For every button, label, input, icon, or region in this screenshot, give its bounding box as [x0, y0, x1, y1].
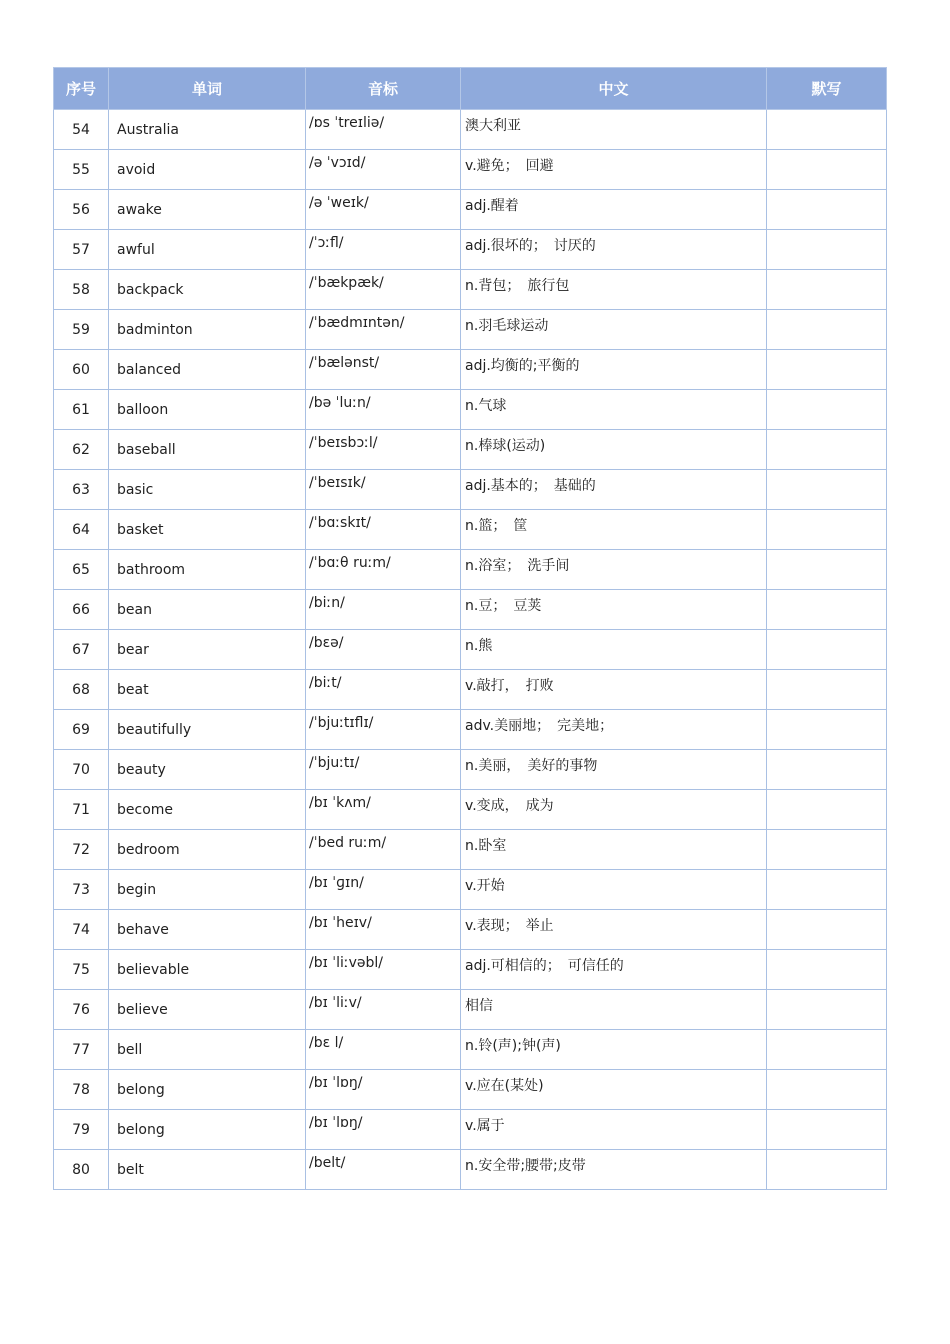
row-phonetic	[306, 510, 461, 550]
row-word	[109, 670, 306, 710]
row-number-text: 67	[72, 641, 90, 658]
row-phonetic	[306, 110, 461, 150]
row-phonetic-text: /ˈbædmɪntən/	[309, 315, 405, 331]
row-chinese-text: n.卧室	[465, 838, 507, 854]
row-number	[54, 590, 109, 630]
row-dictation-cell[interactable]	[767, 830, 887, 870]
table-row	[54, 790, 887, 830]
row-word-text: balloon	[117, 401, 169, 418]
row-word	[109, 1150, 306, 1190]
row-dictation-cell[interactable]	[767, 670, 887, 710]
row-dictation-cell[interactable]	[767, 150, 887, 190]
table-row	[54, 430, 887, 470]
row-number	[54, 1030, 109, 1070]
row-word-text: badminton	[117, 321, 193, 338]
header-word: 单词	[109, 68, 306, 110]
row-number-text: 79	[72, 1121, 90, 1138]
row-word-text: become	[117, 801, 174, 818]
row-phonetic-text: /ˈbɑːθ ruːm/	[309, 555, 391, 571]
row-word	[109, 590, 306, 630]
row-phonetic	[306, 870, 461, 910]
row-number	[54, 110, 109, 150]
table-row	[54, 150, 887, 190]
table-row	[54, 910, 887, 950]
row-chinese	[461, 710, 767, 750]
row-number-text: 54	[72, 121, 90, 138]
row-chinese	[461, 190, 767, 230]
row-chinese	[461, 430, 767, 470]
row-phonetic	[306, 990, 461, 1030]
row-number	[54, 270, 109, 310]
row-number-text: 65	[72, 561, 90, 578]
row-chinese	[461, 630, 767, 670]
row-chinese	[461, 390, 767, 430]
row-chinese-text: n.熊	[465, 638, 493, 654]
row-number	[54, 1070, 109, 1110]
row-number	[54, 470, 109, 510]
row-word	[109, 190, 306, 230]
row-number-text: 77	[72, 1041, 90, 1058]
row-word	[109, 990, 306, 1030]
row-chinese	[461, 350, 767, 390]
header-chinese: 中文	[461, 68, 767, 110]
row-phonetic-text: /ˈɔːfl/	[309, 235, 344, 251]
row-dictation-cell[interactable]	[767, 470, 887, 510]
row-chinese	[461, 470, 767, 510]
row-dictation-cell[interactable]	[767, 950, 887, 990]
row-phonetic-text: /bɪ ˈlɒŋ/	[309, 1075, 363, 1091]
row-chinese	[461, 670, 767, 710]
table-row	[54, 590, 887, 630]
row-chinese-text: n.豆； 豆荚	[465, 598, 542, 614]
row-word-text: begin	[117, 881, 157, 898]
row-number	[54, 710, 109, 750]
row-phonetic	[306, 270, 461, 310]
row-number	[54, 830, 109, 870]
row-phonetic	[306, 550, 461, 590]
row-chinese	[461, 790, 767, 830]
table-row	[54, 270, 887, 310]
row-number	[54, 990, 109, 1030]
table-row	[54, 310, 887, 350]
row-word	[109, 310, 306, 350]
row-phonetic	[306, 950, 461, 990]
row-number	[54, 790, 109, 830]
row-chinese-text: n.浴室； 洗手间	[465, 558, 570, 574]
row-phonetic-text: /bɪ ˈlɒŋ/	[309, 1115, 363, 1131]
row-phonetic	[306, 1110, 461, 1150]
table-row	[54, 1110, 887, 1150]
row-number-text: 56	[72, 201, 90, 218]
row-chinese	[461, 110, 767, 150]
row-dictation-cell[interactable]	[767, 1070, 887, 1110]
row-phonetic	[306, 230, 461, 270]
row-word-text: beat	[117, 681, 149, 698]
row-chinese-text: adj.很坏的； 讨厌的	[465, 238, 596, 254]
row-chinese-text: n.篮； 筐	[465, 518, 528, 534]
row-number	[54, 750, 109, 790]
row-number-text: 78	[72, 1081, 90, 1098]
row-number-text: 74	[72, 921, 90, 938]
table-header	[54, 68, 887, 110]
table-row	[54, 870, 887, 910]
row-phonetic-text: /belt/	[309, 1155, 346, 1171]
row-phonetic	[306, 390, 461, 430]
header-ipa: 音标	[306, 68, 461, 110]
row-number	[54, 150, 109, 190]
row-dictation-cell[interactable]	[767, 310, 887, 350]
row-phonetic	[306, 790, 461, 830]
row-word	[109, 270, 306, 310]
row-number-text: 80	[72, 1161, 90, 1178]
row-chinese-text: adj.均衡的;平衡的	[465, 358, 580, 374]
row-word-text: belong	[117, 1121, 165, 1138]
row-word	[109, 1070, 306, 1110]
table-row	[54, 190, 887, 230]
table-row	[54, 990, 887, 1030]
row-dictation-cell[interactable]	[767, 190, 887, 230]
row-phonetic-text: /bɪ ˈheɪv/	[309, 915, 372, 931]
row-dictation-cell[interactable]	[767, 550, 887, 590]
row-chinese-text: 相信	[465, 998, 493, 1014]
row-phonetic-text: /ˈbækpæk/	[309, 275, 384, 291]
row-number-text: 73	[72, 881, 90, 898]
table-row	[54, 390, 887, 430]
row-number-text: 60	[72, 361, 90, 378]
table-row	[54, 670, 887, 710]
table-row	[54, 830, 887, 870]
row-phonetic-text: /ɒs ˈtreɪliə/	[309, 115, 385, 131]
row-dictation-cell[interactable]	[767, 710, 887, 750]
row-number-text: 62	[72, 441, 90, 458]
row-dictation-cell[interactable]	[767, 910, 887, 950]
row-word	[109, 950, 306, 990]
row-word-text: belt	[117, 1161, 144, 1178]
row-phonetic-text: /bɛ l/	[309, 1035, 344, 1051]
row-word-text: avoid	[117, 161, 156, 178]
row-phonetic	[306, 1070, 461, 1110]
table-row	[54, 950, 887, 990]
table-row	[54, 750, 887, 790]
row-phonetic-text: /biːn/	[309, 595, 345, 611]
row-word	[109, 750, 306, 790]
row-number	[54, 550, 109, 590]
row-phonetic	[306, 470, 461, 510]
row-phonetic-text: /bɛə/	[309, 635, 344, 651]
table-row	[54, 1150, 887, 1190]
row-phonetic-text: /bɪ ˈɡɪn/	[309, 875, 364, 891]
row-number	[54, 510, 109, 550]
row-phonetic-text: /bə ˈluːn/	[309, 395, 371, 411]
row-dictation-cell[interactable]	[767, 590, 887, 630]
row-number	[54, 950, 109, 990]
row-number-text: 55	[72, 161, 90, 178]
row-number	[54, 1150, 109, 1190]
row-dictation-cell[interactable]	[767, 110, 887, 150]
row-chinese	[461, 1150, 767, 1190]
row-number-text: 66	[72, 601, 90, 618]
row-number-text: 72	[72, 841, 90, 858]
row-chinese	[461, 870, 767, 910]
row-chinese-text: 澳大利亚	[465, 118, 521, 134]
row-number-text: 75	[72, 961, 90, 978]
row-word	[109, 510, 306, 550]
row-phonetic-text: /ˈbeɪsbɔːl/	[309, 435, 378, 451]
table-row	[54, 630, 887, 670]
row-number	[54, 390, 109, 430]
row-word	[109, 910, 306, 950]
row-chinese-text: n.气球	[465, 398, 507, 414]
row-chinese	[461, 150, 767, 190]
row-word-text: belong	[117, 1081, 165, 1098]
row-word-text: Australia	[117, 121, 179, 138]
row-number-text: 70	[72, 761, 90, 778]
row-word	[109, 790, 306, 830]
row-word-text: bathroom	[117, 561, 186, 578]
row-number-text: 58	[72, 281, 90, 298]
row-dictation-cell[interactable]	[767, 750, 887, 790]
row-dictation-cell[interactable]	[767, 1030, 887, 1070]
header-row	[54, 68, 887, 110]
row-chinese-text: v.避免； 回避	[465, 158, 554, 174]
row-chinese-text: adj.醒着	[465, 198, 519, 214]
vocabulary-table	[53, 67, 887, 1190]
table-row	[54, 110, 887, 150]
row-chinese	[461, 230, 767, 270]
row-word-text: balanced	[117, 361, 182, 378]
row-word	[109, 870, 306, 910]
row-number-text: 71	[72, 801, 90, 818]
table-row	[54, 550, 887, 590]
row-word-text: bell	[117, 1041, 143, 1058]
row-chinese-text: n.羽毛球运动	[465, 318, 549, 334]
row-chinese	[461, 510, 767, 550]
row-chinese-text: n.棒球(运动)	[465, 438, 546, 454]
row-phonetic-text: /ˈbjuːtɪ/	[309, 755, 360, 771]
table-row	[54, 350, 887, 390]
row-dictation-cell[interactable]	[767, 1110, 887, 1150]
row-chinese-text: n.安全带;腰带;皮带	[465, 1158, 586, 1174]
row-chinese-text: n.铃(声);钟(声)	[465, 1038, 561, 1054]
row-number	[54, 190, 109, 230]
row-number-text: 59	[72, 321, 90, 338]
row-phonetic	[306, 630, 461, 670]
row-dictation-cell[interactable]	[767, 630, 887, 670]
row-word-text: beautifully	[117, 721, 192, 738]
row-chinese	[461, 830, 767, 870]
row-word	[109, 830, 306, 870]
row-number-text: 68	[72, 681, 90, 698]
row-chinese	[461, 1030, 767, 1070]
row-phonetic-text: /ˈbjuːtɪflɪ/	[309, 715, 374, 731]
row-phonetic	[306, 710, 461, 750]
row-number	[54, 870, 109, 910]
row-chinese	[461, 990, 767, 1030]
row-word-text: basket	[117, 521, 164, 538]
row-phonetic	[306, 670, 461, 710]
row-number-text: 61	[72, 401, 90, 418]
row-word-text: beauty	[117, 761, 166, 778]
row-word	[109, 230, 306, 270]
row-word-text: baseball	[117, 441, 176, 458]
row-number	[54, 670, 109, 710]
row-chinese-text: adj.基本的； 基础的	[465, 478, 596, 494]
row-phonetic-text: /biːt/	[309, 675, 342, 691]
row-phonetic-text: /ə ˈweɪk/	[309, 195, 369, 211]
row-phonetic	[306, 1030, 461, 1070]
row-word	[109, 550, 306, 590]
row-phonetic	[306, 350, 461, 390]
row-dictation-cell[interactable]	[767, 430, 887, 470]
row-phonetic	[306, 430, 461, 470]
row-chinese-text: v.敲打， 打败	[465, 678, 554, 694]
row-number-text: 64	[72, 521, 90, 538]
row-word-text: bedroom	[117, 841, 180, 858]
row-word-text: awake	[117, 201, 162, 218]
row-phonetic	[306, 150, 461, 190]
row-chinese-text: v.开始	[465, 878, 505, 894]
row-word-text: believable	[117, 961, 190, 978]
row-dictation-cell[interactable]	[767, 390, 887, 430]
row-chinese	[461, 910, 767, 950]
row-phonetic-text: /ˈbed ruːm/	[309, 835, 387, 851]
row-word-text: bean	[117, 601, 152, 618]
row-word-text: basic	[117, 481, 154, 498]
row-word	[109, 430, 306, 470]
row-dictation-cell[interactable]	[767, 230, 887, 270]
table-row	[54, 1070, 887, 1110]
row-number-text: 57	[72, 241, 90, 258]
row-chinese-text: adj.可相信的； 可信任的	[465, 958, 624, 974]
row-word-text: backpack	[117, 281, 184, 298]
row-chinese	[461, 950, 767, 990]
header-num: 序号	[54, 68, 109, 110]
table-row	[54, 510, 887, 550]
row-word	[109, 470, 306, 510]
header-dictation: 默写	[767, 68, 887, 110]
row-chinese	[461, 750, 767, 790]
row-dictation-cell[interactable]	[767, 870, 887, 910]
row-phonetic-text: /ˈbælənst/	[309, 355, 380, 371]
row-chinese-text: v.应在(某处)	[465, 1078, 544, 1094]
row-word	[109, 630, 306, 670]
row-phonetic	[306, 910, 461, 950]
row-phonetic	[306, 590, 461, 630]
row-phonetic	[306, 190, 461, 230]
row-word	[109, 110, 306, 150]
row-phonetic-text: /ˈbeɪsɪk/	[309, 475, 366, 491]
row-word	[109, 350, 306, 390]
row-chinese-text: v.表现； 举止	[465, 918, 554, 934]
row-number	[54, 350, 109, 390]
row-chinese	[461, 590, 767, 630]
row-number	[54, 310, 109, 350]
row-number	[54, 1110, 109, 1150]
row-dictation-cell[interactable]	[767, 1150, 887, 1190]
row-word	[109, 710, 306, 750]
row-chinese	[461, 310, 767, 350]
row-chinese-text: n.背包； 旅行包	[465, 278, 570, 294]
table-row	[54, 1030, 887, 1070]
row-dictation-cell[interactable]	[767, 270, 887, 310]
row-phonetic-text: /bɪ ˈliːv/	[309, 995, 362, 1011]
row-number	[54, 630, 109, 670]
row-dictation-cell[interactable]	[767, 510, 887, 550]
row-word-text: believe	[117, 1001, 168, 1018]
row-number	[54, 230, 109, 270]
row-dictation-cell[interactable]	[767, 790, 887, 830]
row-dictation-cell[interactable]	[767, 990, 887, 1030]
row-word	[109, 390, 306, 430]
row-chinese-text: v.属于	[465, 1118, 505, 1134]
row-number-text: 69	[72, 721, 90, 738]
row-number-text: 63	[72, 481, 90, 498]
row-chinese-text: adv.美丽地； 完美地；	[465, 718, 614, 734]
row-word-text: bear	[117, 641, 149, 658]
row-phonetic	[306, 750, 461, 790]
table-row	[54, 230, 887, 270]
row-phonetic	[306, 830, 461, 870]
row-phonetic-text: /ˈbɑːskɪt/	[309, 515, 371, 531]
row-phonetic	[306, 310, 461, 350]
row-chinese	[461, 1070, 767, 1110]
row-phonetic-text: /bɪ ˈliːvəbl/	[309, 955, 383, 971]
row-chinese-text: n.美丽， 美好的事物	[465, 758, 598, 774]
row-number-text: 76	[72, 1001, 90, 1018]
row-word-text: awful	[117, 241, 155, 258]
row-word	[109, 1030, 306, 1070]
row-word	[109, 150, 306, 190]
row-phonetic	[306, 1150, 461, 1190]
row-phonetic-text: /ə ˈvɔɪd/	[309, 155, 366, 171]
table-row	[54, 710, 887, 750]
table-row	[54, 470, 887, 510]
row-chinese	[461, 1110, 767, 1150]
row-dictation-cell[interactable]	[767, 350, 887, 390]
row-chinese-text: v.变成， 成为	[465, 798, 554, 814]
row-number	[54, 910, 109, 950]
row-chinese	[461, 550, 767, 590]
row-word	[109, 1110, 306, 1150]
row-word-text: behave	[117, 921, 169, 938]
table-body	[54, 110, 887, 1190]
row-chinese	[461, 270, 767, 310]
row-phonetic-text: /bɪ ˈkʌm/	[309, 795, 371, 811]
row-number	[54, 430, 109, 470]
